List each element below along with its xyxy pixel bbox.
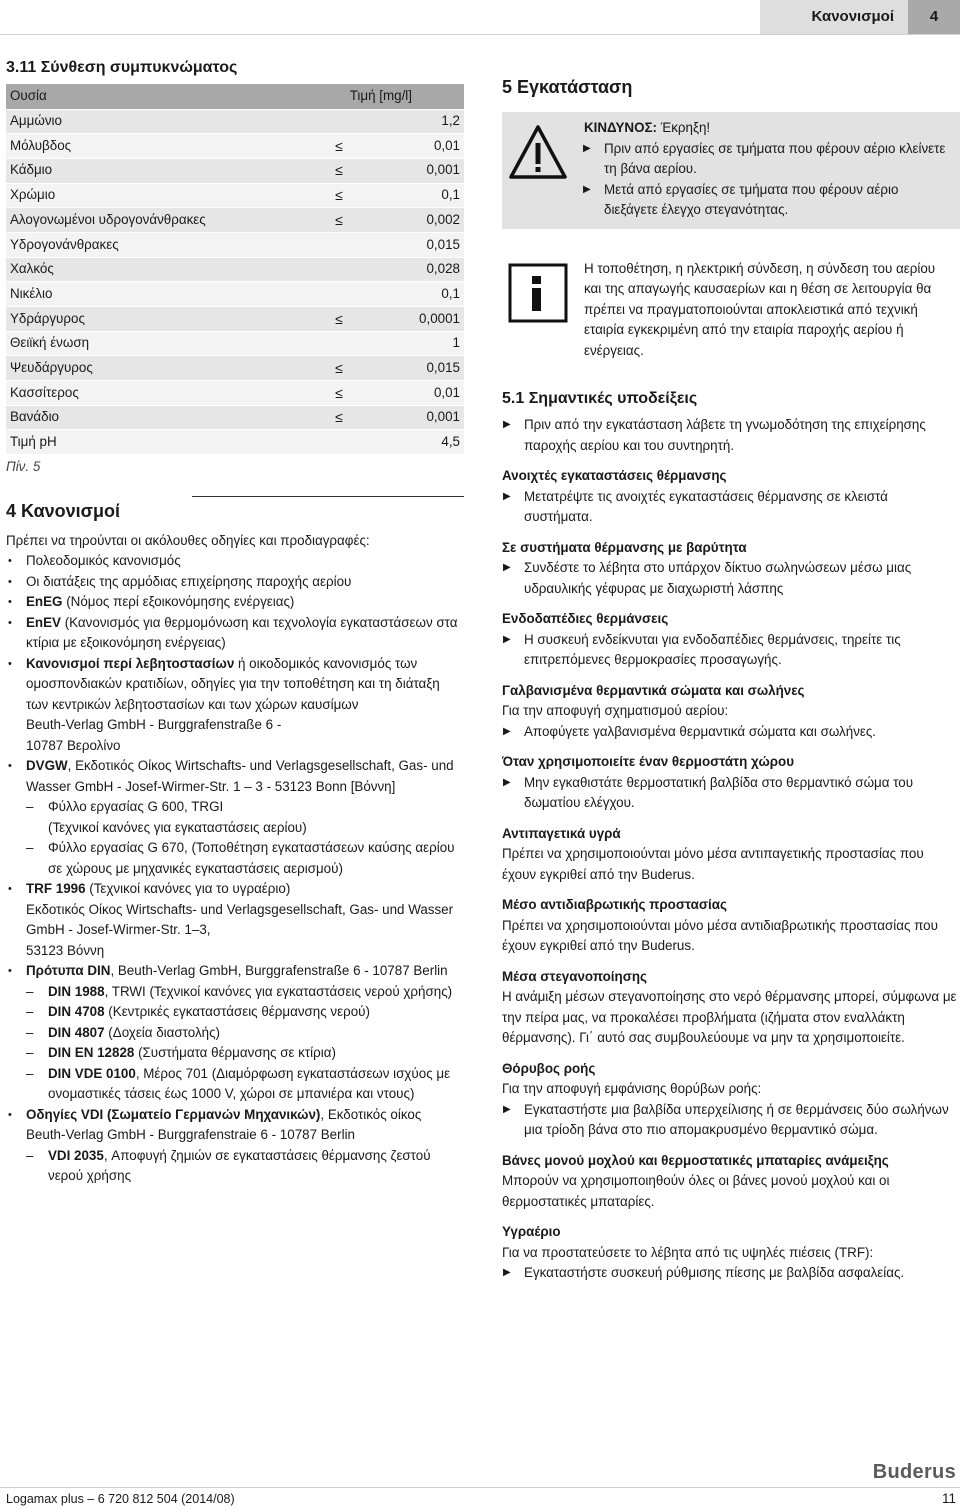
subheading: Υγραέριο — [502, 1224, 561, 1239]
danger-title-rest: Έκρηξη! — [656, 120, 711, 135]
list-item: ▶ Εγκαταστήστε μια βαλβίδα υπερχείλισης ή σε θερμάνσεις δύο σωλήνων μια τρίοδη βάνα στο πιο απομακρυσμένο θερμαντικό σώμα. — [502, 1100, 960, 1141]
item-text: Οι διατάξεις της αρμόδιας επιχείρησης παροχής αερίου — [26, 573, 352, 589]
sublist-item — [26, 797, 464, 838]
item-bold: Κανονισμοί περί λεβητοστασίων — [26, 655, 235, 671]
item-text: (Δοχεία διαστολής) — [104, 1024, 221, 1040]
table-row — [6, 405, 464, 430]
item-text: Φύλλο εργασίας G 600, TRGI — [48, 799, 224, 815]
list-item: ▶ Πριν από εργασίες σε τμήματα που φέρουν αέριο κλείνετε τη βάνα αερίου. — [582, 139, 954, 180]
value-cell: 0,0001 — [374, 307, 464, 332]
substance-cell: Αμμώνιο — [6, 109, 304, 134]
sublist-item — [26, 1146, 464, 1187]
item-bold: DIN EN 12828 — [48, 1045, 135, 1061]
subheading: Γαλβανισμένα θερμαντικά σώματα και σωλήνες — [502, 682, 805, 698]
table-row — [6, 158, 464, 183]
subheading: Μέσο αντιδιαβρωτικής προστασίας — [502, 897, 727, 912]
substance-cell: Υδρογονάνθρακες — [6, 232, 304, 257]
right-column — [502, 74, 960, 1284]
substance-cell: Ψευδάργυρος — [6, 356, 304, 381]
arrow-list — [502, 1100, 960, 1141]
item-text: (Τεχνικοί κανόνες για εγκαταστάσεις αερίου) — [48, 819, 307, 835]
paragraph: Πρέπει να χρησιμοποιούνται μόνο μέσα αντιδιαβρωτικής προστασίας που έχουν εγκριθεί από την Buderus. — [502, 917, 938, 953]
value-cell: 4,5 — [374, 430, 464, 455]
section-heading-4: 4 Κανονισμοί — [6, 500, 121, 521]
sublist-item — [26, 1023, 464, 1044]
item-text: (Κεντρικές εγκαταστάσεις θέρμανσης νερού) — [104, 1004, 370, 1020]
list-item — [6, 756, 464, 879]
item-text: 53123 Βόννη — [26, 942, 105, 958]
subheading: Μέσα στεγανοποίησης — [502, 968, 647, 984]
document-reference: Logamax plus – 6 720 812 504 (2014/08) — [6, 1492, 235, 1506]
left-column — [6, 56, 464, 1187]
table-row — [6, 381, 464, 406]
list-item — [6, 654, 464, 757]
chapter-number: 4 — [908, 0, 960, 34]
lte-symbol-cell: ≤ — [304, 405, 374, 430]
value-cell: 0,01 — [374, 134, 464, 159]
item-bold: DIN 1988 — [48, 983, 105, 999]
value-cell: 0,028 — [374, 257, 464, 282]
substance-cell: Χαλκός — [6, 257, 304, 282]
substance-cell: Βανάδιο — [6, 405, 304, 430]
arrow-list — [502, 415, 960, 456]
subheading: Θόρυβος ροής — [502, 1060, 596, 1076]
item-text: Πολεοδομικός κανονισμός — [26, 553, 181, 569]
danger-list — [582, 139, 954, 221]
list-item: ▶ Η συσκευή ενδείκνυται για ενδοδαπέδιες θερμάνσεις, τηρείτε τις επιτρεπόμενες θερμοκρασίες προσαγωγής. — [502, 630, 960, 671]
list-item: ▶ Μετατρέψτε τις ανοιχτές εγκαταστάσεις θέρμανσης σε κλειστά συστήματα. — [502, 487, 960, 528]
table-row — [6, 356, 464, 381]
item-text: Εκδοτικός Οίκος Wirtschafts- und Verlagsgesellschaft, Gas- und Wasser GmbH - Josef-Wirmer-Str. 1–3, — [26, 901, 454, 938]
lte-symbol-cell: ≤ — [304, 307, 374, 332]
value-cell: 0,015 — [374, 356, 464, 381]
subheading: Σε συστήματα θέρμανσης με βαρύτητα — [502, 539, 747, 555]
table-row — [6, 282, 464, 307]
value-cell: 1,2 — [374, 109, 464, 134]
arrow-list — [502, 487, 960, 528]
lte-symbol-cell — [304, 430, 374, 455]
section-heading-5: 5 Εγκατάσταση — [502, 77, 633, 97]
subheading: Βάνες μονού μοχλού και θερμοστατικές μπαταρίες ανάμειξης — [502, 1152, 889, 1168]
chapter-title: Κανονισμοί — [760, 0, 908, 34]
condensate-composition-table — [6, 84, 464, 455]
value-cell: 0,001 — [374, 405, 464, 430]
list-item — [6, 572, 464, 593]
item-bold: EnEG — [26, 594, 63, 610]
sublist-item — [26, 1002, 464, 1023]
substance-cell: Τιμή pH — [6, 430, 304, 455]
item-text: , Beuth-Verlag GmbH, Burggrafenstraße 6 - 10787 Berlin — [110, 963, 448, 979]
arrow-list — [502, 773, 960, 814]
sublist — [26, 797, 464, 879]
arrow-list — [502, 1263, 960, 1284]
list-item: ▶ Πριν από την εγκατάσταση λάβετε τη γνωμοδότηση της επιχείρησης παροχής αερίου και του συντηρητή. — [502, 415, 960, 456]
table-row — [6, 134, 464, 159]
section-rule-4 — [192, 496, 464, 497]
item-text: ή οικοδομικός κανονισμός των ομοσπονδιακών κρατιδίων, οδηγίες για την τοποθέτηση και τη διάταξη των κεντρικών λεβητοστασίων και των χώρων καυσίμων — [26, 655, 440, 712]
item-text: (Νόμος περί εξοικονόμησης ενέργειας) — [62, 594, 295, 610]
item-text: , Αποφυγή ζημιών σε εγκαταστάσεις θέρμανσης ζεστού νερού χρήσης — [48, 1147, 431, 1184]
value-cell: 0,015 — [374, 232, 464, 257]
table-row — [6, 109, 464, 134]
info-icon — [508, 263, 568, 323]
lte-symbol-cell — [304, 331, 374, 356]
item-bold: DIN 4807 — [48, 1024, 105, 1040]
section-heading-5-1: 5.1 Σημαντικές υποδείξεις — [502, 390, 698, 407]
substance-cell: Χρώμιο — [6, 183, 304, 208]
page-header — [0, 0, 960, 37]
lte-symbol-cell: ≤ — [304, 134, 374, 159]
lte-symbol-cell — [304, 232, 374, 257]
item-bold: Οδηγίες VDI (Σωματείο Γερμανών Μηχανικών) — [26, 1106, 321, 1122]
item-bold: TRF 1996 — [26, 881, 86, 897]
substance-cell: Μόλυβδος — [6, 134, 304, 159]
arrow-list — [502, 722, 960, 743]
list-item: ▶ Μετά από εργασίες σε τμήματα που φέρουν αέριο διεξάγετε έλεγχο στεγανότητας. — [582, 180, 954, 221]
list-item: ▶ Μην εγκαθιστάτε θερμοστατική βαλβίδα στο θερμαντικό σώμα του δωματίου ελέγχου. — [502, 773, 960, 814]
list-item: ▶ Αποφύγετε γαλβανισμένα θερμαντικά σώματα και σωλήνες. — [502, 722, 960, 743]
regulations-list — [6, 551, 464, 1187]
item-text: 10787 Βερολίνο — [26, 737, 121, 753]
substance-cell: Θειϊκή ένωση — [6, 331, 304, 356]
table-row — [6, 307, 464, 332]
value-cell: 0,1 — [374, 183, 464, 208]
lte-symbol-cell — [304, 109, 374, 134]
substance-cell: Αλογονωμένοι υδρογονάνθρακες — [6, 208, 304, 233]
item-text: (Τεχνικοί κανόνες για το υγραέριο) — [85, 881, 291, 897]
item-text: (Συστήματα θέρμανσης σε κτίρια) — [134, 1045, 336, 1061]
list-item — [6, 613, 464, 654]
item-text: Φύλλο εργασίας G 670, (Τοποθέτηση εγκαταστάσεων καύσης αερίου σε χώρους με μηχανικές εγκαταστάσεις αερισμού) — [48, 840, 455, 876]
info-text: Η τοποθέτηση, η ηλεκτρική σύνδεση, η σύνδεση του αερίου και της απαγωγής καυσαερίων και η θέση σε λειτουργία θα πρέπει να πραγματοποιούνται αποκλειστικά από τεχνική εταιρία εγκεκριμένη από την εταιρία παροχής αερίου ή ενέργειας. — [584, 260, 936, 358]
sublist-item — [26, 1064, 464, 1105]
arrow-list — [502, 630, 960, 671]
regulations-intro: Πρέπει να τηρούνται οι ακόλουθες οδηγίες και προδιαγραφές: — [6, 532, 370, 548]
warning-triangle-icon — [508, 124, 568, 180]
subheading: Ανοιχτές εγκαταστάσεις θέρμανσης — [502, 468, 727, 483]
value-cell: 0,1 — [374, 282, 464, 307]
table-header-value: Τιμή [mg/l] — [304, 84, 464, 109]
table-row — [6, 430, 464, 455]
item-bold: EnEV — [26, 614, 61, 630]
header-rule — [0, 34, 960, 35]
lte-symbol-cell: ≤ — [304, 356, 374, 381]
list-item — [6, 879, 464, 961]
lte-symbol-cell: ≤ — [304, 208, 374, 233]
footer-rule — [0, 1487, 960, 1488]
item-text: , Εκδοτικός Οίκος Wirtschafts- und Verlagsgesellschaft, Gas- und Wasser GmbH - Josef-Wirmer-Str. 1 – 3 - 53123 Bonn [Βόννη] — [26, 758, 454, 794]
table-caption: Πίν. 5 — [6, 459, 41, 475]
table-header-row — [6, 84, 464, 109]
lte-symbol-cell: ≤ — [304, 158, 374, 183]
substance-cell: Νικέλιο — [6, 282, 304, 307]
item-text: , Εκδοτικός οίκος Beuth-Verlag GmbH - Burggrafenstraie 6 - 10787 Berlin — [26, 1106, 422, 1143]
item-bold: Πρότυπα DIN — [26, 963, 111, 979]
paragraph: Για την αποφυγή σχηματισμού αερίου: — [502, 703, 729, 718]
sublist — [26, 982, 464, 1105]
item-text: , Μέρος 701 (Διαμόρφωση εγκαταστάσεων ισχύος με ονομαστικές τάσεις έως 1000 V, χώροι σε μπανιέρα και ντους) — [48, 1065, 451, 1102]
danger-notice — [502, 112, 960, 229]
paragraph: Μπορούν να χρησιμοποιηθούν όλες οι βάνες μονού μοχλού και οι θερμοστατικές μπαταρίες. — [502, 1173, 890, 1209]
table-row — [6, 183, 464, 208]
paragraph: Η ανάμιξη μέσων στεγανοποίησης στο νερό θέρμανσης μπορεί, σύμφωνα με την πείρα μας, να προκαλέσει προβλήματα (ιζήματα στον εναλλάκτη θέρμανσης). Γι΄ αυτό σας συμβουλεύουμε να μην τα χρησιμοποιείτε. — [502, 989, 957, 1045]
list-item — [6, 961, 464, 1105]
table-row — [6, 331, 464, 356]
table-header-substance: Ουσία — [6, 84, 304, 109]
sublist-item — [26, 982, 464, 1003]
info-notice — [502, 257, 960, 370]
item-bold: DVGW — [26, 758, 68, 774]
table-row — [6, 232, 464, 257]
brand-logo: Buderus — [872, 1461, 956, 1483]
value-cell: 0,01 — [374, 381, 464, 406]
value-cell: 0,001 — [374, 158, 464, 183]
table-row — [6, 208, 464, 233]
subheading: Αντιπαγετικά υγρά — [502, 825, 621, 841]
table-body — [6, 109, 464, 455]
lte-symbol-cell — [304, 282, 374, 307]
item-bold: DIN VDE 0100 — [48, 1065, 136, 1081]
item-bold: DIN 4708 — [48, 1004, 105, 1020]
item-text: (Κανονισμός για θερμομόνωση και τεχνολογία εγκαταστάσεων στα κτίρια με εξοικονόμηση ενέργειας) — [26, 614, 458, 651]
item-text: , TRWI (Τεχνικοί κανόνες για εγκαταστάσεις νερού χρήσης) — [104, 983, 453, 999]
table-row — [6, 257, 464, 282]
paragraph: Για την αποφυγή εμφάνισης θορύβων ροής: — [502, 1081, 762, 1096]
sublist-item — [26, 1043, 464, 1064]
danger-title-line — [584, 118, 954, 139]
paragraph: Για να προστατεύσετε το λέβητα από τις υψηλές πιέσεις (TRF): — [502, 1244, 874, 1260]
sublist-item — [26, 838, 464, 879]
lte-symbol-cell: ≤ — [304, 183, 374, 208]
list-item: ▶ Εγκαταστήστε συσκευή ρύθμισης πίεσης με βαλβίδα ασφαλείας. — [502, 1263, 960, 1284]
danger-title: ΚΙΝΔΥΝΟΣ: — [584, 120, 657, 135]
list-item — [6, 551, 464, 572]
sublist — [26, 1146, 464, 1187]
section-heading-3-11: 3.11 Σύνθεση συμπυκνώματος — [6, 59, 238, 76]
subheading: Όταν χρησιμοποιείτε έναν θερμοστάτη χώρου — [502, 754, 795, 769]
subheading: Ενδοδαπέδιες θερμάνσεις — [502, 611, 669, 626]
substance-cell: Υδράργυρος — [6, 307, 304, 332]
paragraph: Πρέπει να χρησιμοποιούνται μόνο μέσα αντιπαγετικής προστασίας που έχουν εγκριθεί από την Buderus. — [502, 846, 924, 882]
list-item: ▶ Συνδέστε το λέβητα στο υπάρχον δίκτυο σωληνώσεων μέσω μιας υδραυλικής γέφυρας με διαχωριστή λάσπης — [502, 558, 960, 599]
value-cell: 0,002 — [374, 208, 464, 233]
item-bold: VDI 2035 — [48, 1147, 104, 1163]
substance-cell: Κασσίτερος — [6, 381, 304, 406]
arrow-list — [502, 558, 960, 599]
lte-symbol-cell — [304, 257, 374, 282]
substance-cell: Κάδμιο — [6, 158, 304, 183]
lte-symbol-cell: ≤ — [304, 381, 374, 406]
list-item — [6, 592, 464, 613]
list-item — [6, 1105, 464, 1187]
page-number: 11 — [941, 1491, 956, 1506]
value-cell: 1 — [374, 331, 464, 356]
item-text: Beuth-Verlag GmbH - Burggrafenstraße 6 - — [26, 717, 282, 733]
